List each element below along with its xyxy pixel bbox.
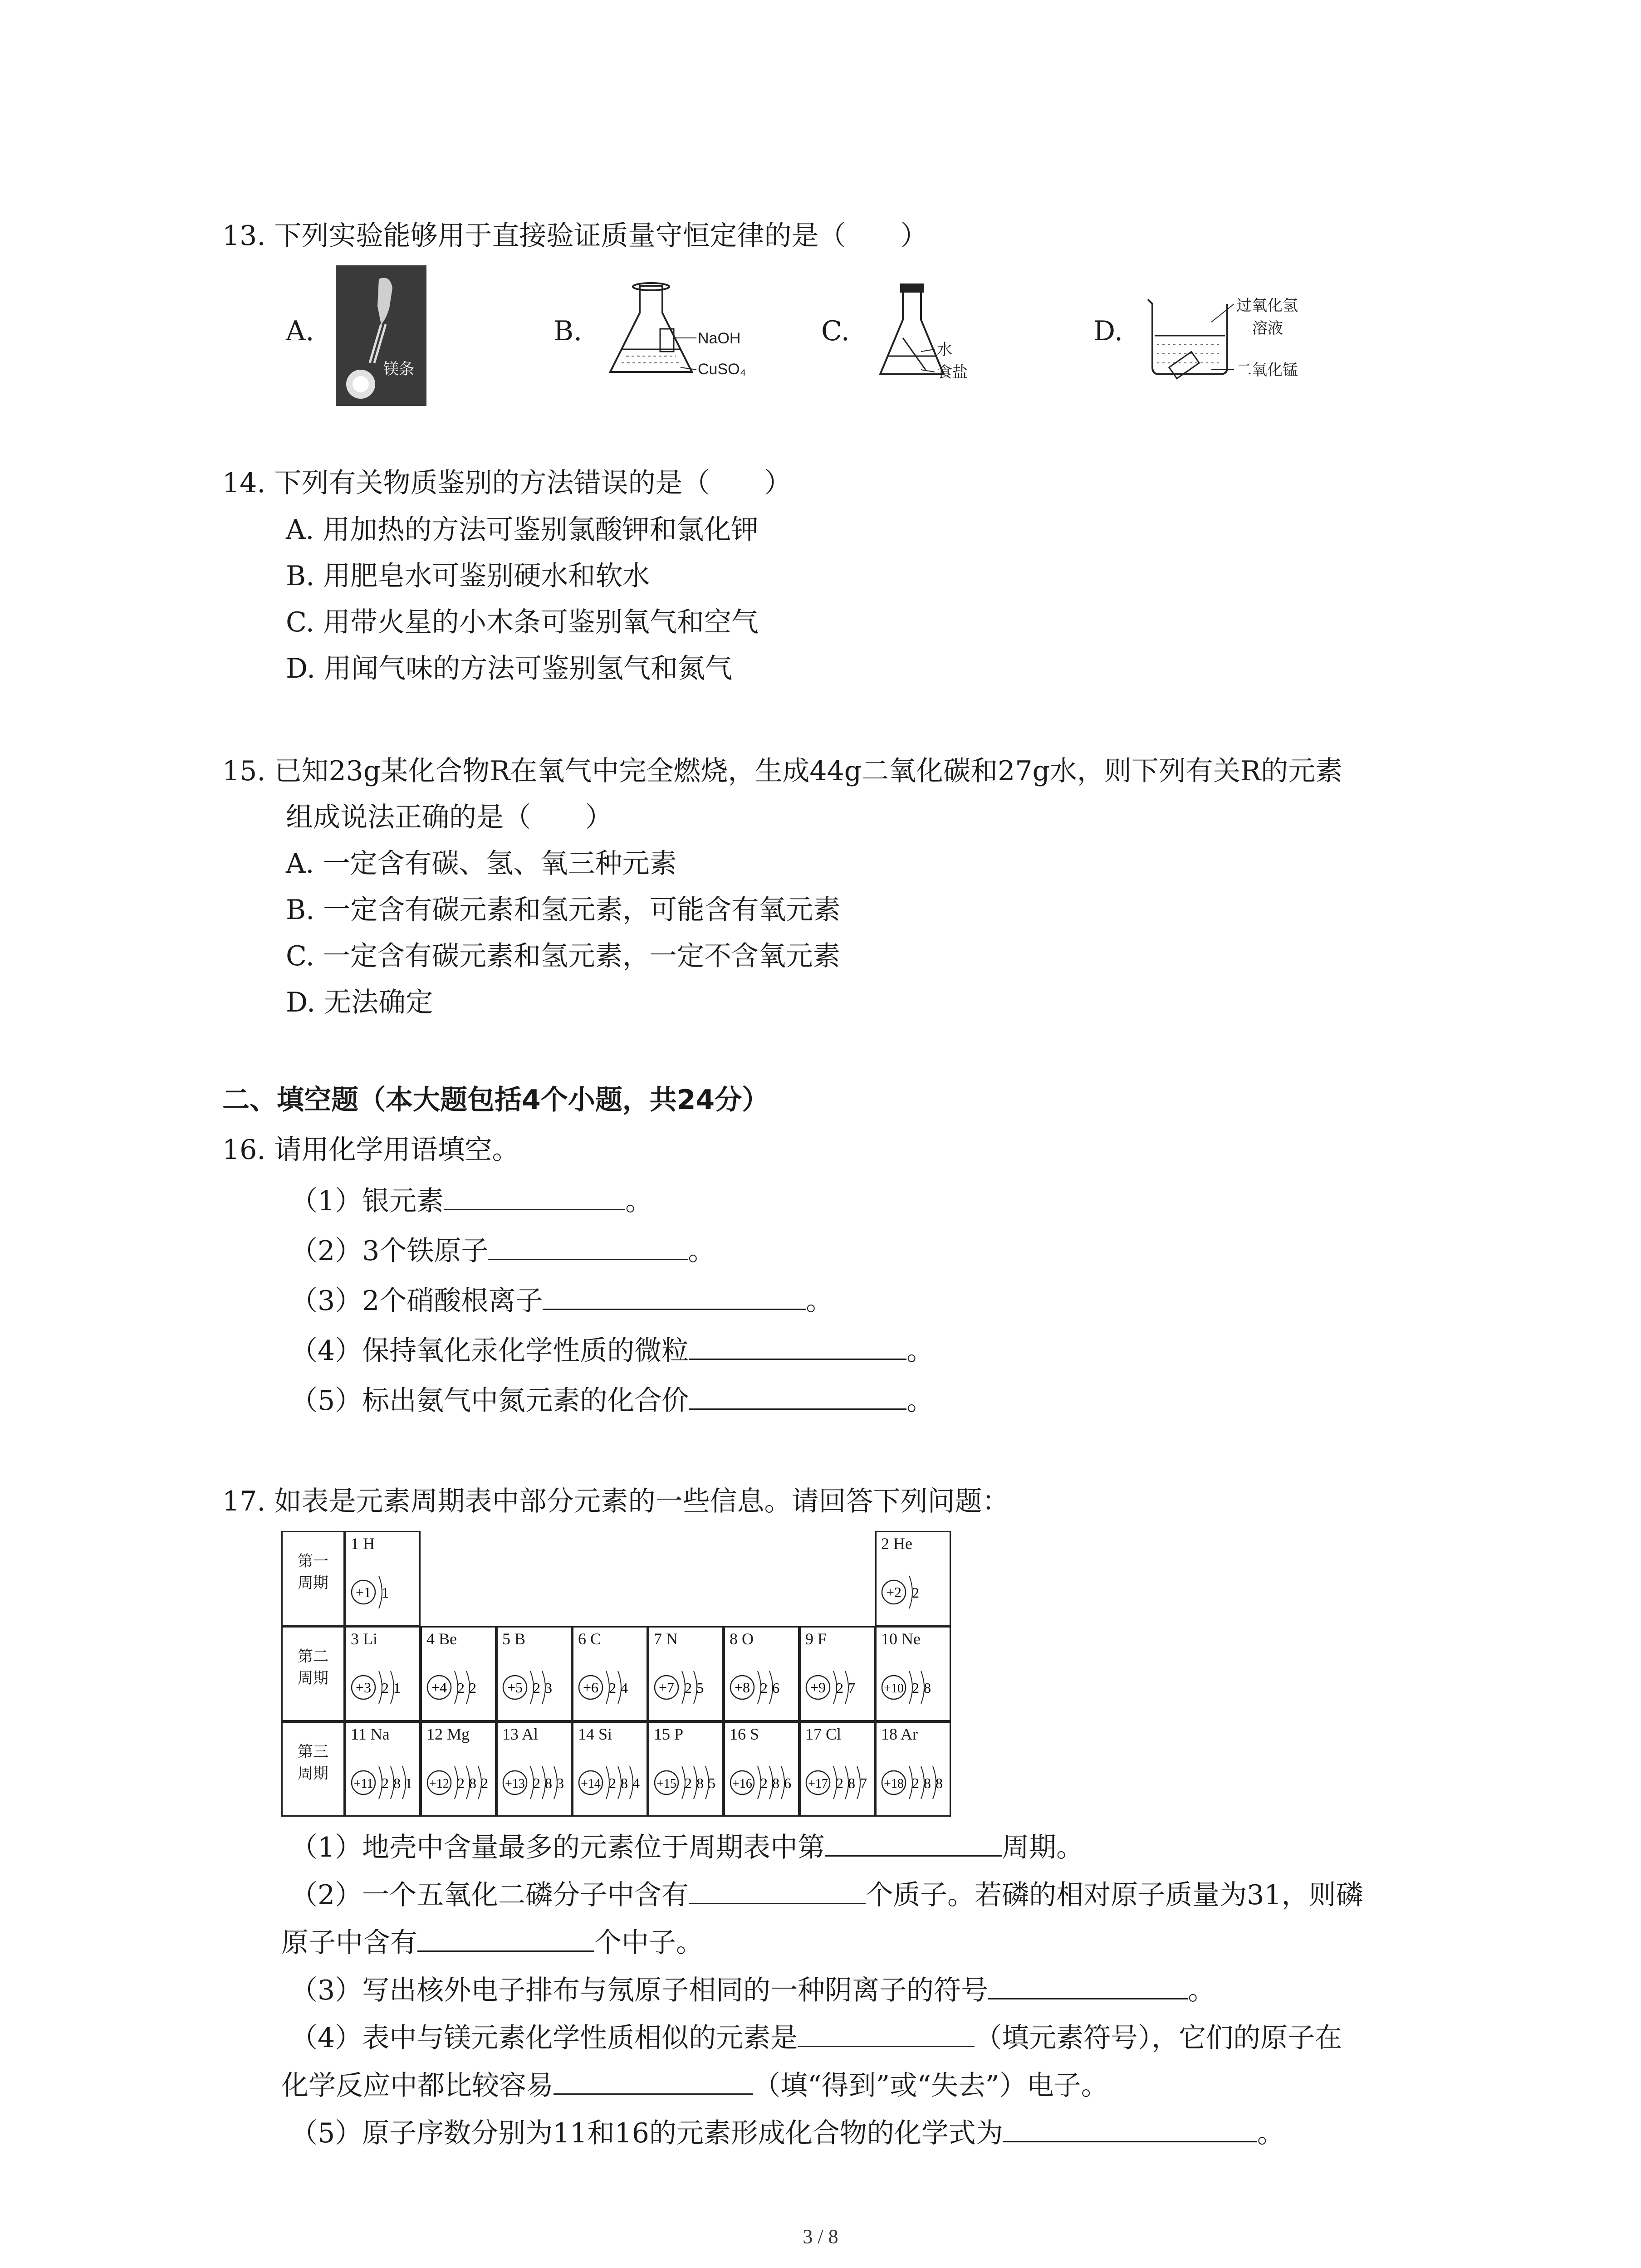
q15-option-a: A. 一定含有碳、氢、氧三种元素 <box>286 848 677 880</box>
atom-structure-diagram <box>346 1566 419 1620</box>
q14-option-c: C. 用带火星的小木条可鉴别氧气和空气 <box>286 606 759 638</box>
period-label: 第三 周期 <box>281 1721 345 1817</box>
q14-stem: 14. 下列有关物质鉴别的方法错误的是（ ） <box>222 467 792 499</box>
answer-blank[interactable] <box>488 1232 688 1260</box>
electron-count: 2 <box>912 1680 919 1696</box>
nucleus-charge: +13 <box>505 1777 525 1791</box>
atom-structure-diagram <box>649 1756 722 1811</box>
nucleus-charge: +6 <box>583 1679 599 1696</box>
q13-d-label-3: 二氧化锰 <box>1236 362 1298 379</box>
electron-count: 5 <box>708 1775 715 1791</box>
answer-blank[interactable] <box>988 1971 1188 1999</box>
electron-count: 8 <box>469 1775 476 1791</box>
element-symbol: 15 P <box>654 1725 684 1743</box>
element-symbol: 2 He <box>881 1535 912 1553</box>
answer-blank[interactable] <box>554 2066 753 2095</box>
q16-item-4: （4）保持氧化汞化学性质的微粒 。 <box>290 1331 934 1369</box>
element-cell-b <box>496 1626 572 1721</box>
flask-naoh-cuso4-figure <box>594 281 758 390</box>
element-cell-n <box>648 1626 724 1721</box>
electron-count: 2 <box>836 1680 843 1696</box>
atom-structure-diagram <box>801 1661 874 1716</box>
q17-sub1: （1）地壳中含量最多的元素位于周期表中第 周期。 <box>290 1828 1083 1866</box>
element-symbol: 1 H <box>351 1535 375 1553</box>
element-symbol: 12 Mg <box>426 1725 470 1743</box>
period-label: 第二 周期 <box>281 1626 345 1721</box>
q16-item-3: （3）2个硝酸根离子 。 <box>290 1281 833 1319</box>
electron-count: 8 <box>848 1775 855 1791</box>
electron-count: 2 <box>685 1680 692 1696</box>
q13-stem: 13. 下列实验能够用于直接验证质量守恒定律的是（ ） <box>222 220 928 252</box>
q13-a-label: 镁条 <box>383 361 414 378</box>
electron-count: 1 <box>382 1584 389 1601</box>
answer-blank[interactable] <box>689 1876 866 1904</box>
nucleus-charge: +16 <box>732 1777 752 1791</box>
q14-option-b: B. 用肥皂水可鉴别硬水和软水 <box>286 560 650 592</box>
q13-c-label-2: 食盐 <box>937 364 968 381</box>
atom-structure-diagram <box>573 1661 647 1716</box>
element-cell-o <box>724 1626 799 1721</box>
q17-sub2-cont: 原子中含有 个中子。 <box>281 1923 703 1961</box>
element-cell-c <box>572 1626 648 1721</box>
electron-count: 2 <box>382 1680 389 1696</box>
atom-structure-diagram <box>573 1756 647 1811</box>
q13-d-label-2: 溶液 <box>1252 320 1283 337</box>
electron-count: 2 <box>912 1584 919 1601</box>
nucleus-charge: +14 <box>581 1777 601 1791</box>
nucleus-charge: +5 <box>507 1679 523 1696</box>
element-symbol: 3 Li <box>351 1630 377 1648</box>
nucleus-charge: +10 <box>884 1681 904 1696</box>
atom-structure-diagram <box>877 1661 950 1716</box>
electron-count: 8 <box>924 1680 931 1696</box>
answer-blank[interactable] <box>417 1923 594 1952</box>
answer-blank[interactable] <box>543 1281 806 1310</box>
electron-count: 8 <box>393 1775 401 1791</box>
q13-d-label-1: 过氧化氢 <box>1236 297 1298 314</box>
nucleus-charge: +3 <box>355 1679 372 1696</box>
atom-structure-diagram <box>877 1756 950 1811</box>
electron-count: 7 <box>860 1775 867 1791</box>
element-cell-ne <box>875 1626 951 1721</box>
answer-blank[interactable] <box>798 2019 975 2047</box>
element-symbol: 6 C <box>578 1630 602 1648</box>
atom-structure-diagram <box>422 1661 495 1716</box>
electron-count: 2 <box>457 1775 465 1791</box>
q17-sub5: （5）原子序数分别为11和16的元素形成化合物的化学式为 。 <box>290 2114 1284 2151</box>
answer-blank[interactable] <box>1003 2114 1257 2142</box>
electron-count: 2 <box>533 1775 540 1791</box>
q14-option-a: A. 用加热的方法可鉴别氯酸钾和氯化钾 <box>286 514 759 546</box>
element-cell-cl <box>799 1721 875 1817</box>
q16-stem: 16. 请用化学用语填空。 <box>222 1134 519 1166</box>
element-cell-al <box>496 1721 572 1817</box>
q15-option-c: C. 一定含有碳元素和氢元素，一定不含氧元素 <box>286 940 840 972</box>
electron-count: 3 <box>545 1680 552 1696</box>
element-symbol: 9 F <box>805 1630 827 1648</box>
answer-blank[interactable] <box>825 1828 1002 1857</box>
q17-sub2: （2）一个五氧化二磷分子中含有 个质子。若磷的相对原子质量为31，则磷 <box>290 1876 1363 1913</box>
answer-blank[interactable] <box>444 1182 625 1210</box>
element-symbol: 11 Na <box>351 1725 390 1743</box>
page-number: 3 / 8 <box>803 2225 838 2248</box>
nucleus-charge: +12 <box>429 1777 449 1791</box>
q13-option-d-letter: D. <box>1093 315 1123 347</box>
element-cell-h <box>345 1531 421 1626</box>
nucleus-charge: +11 <box>353 1777 373 1791</box>
electron-count: 4 <box>632 1775 640 1791</box>
q15-stem-line2: 组成说法正确的是（ ） <box>286 802 612 833</box>
atom-structure-diagram <box>877 1566 950 1620</box>
nucleus-charge: +4 <box>431 1679 447 1696</box>
atom-structure-diagram <box>498 1756 571 1811</box>
element-cell-ar <box>875 1721 951 1817</box>
q13-b-label-2: CuSO₄ <box>698 361 746 378</box>
element-symbol: 18 Ar <box>881 1725 918 1743</box>
electron-count: 8 <box>924 1775 931 1791</box>
q13-b-label-1: NaOH <box>698 330 741 347</box>
nucleus-charge: +2 <box>886 1584 902 1600</box>
q13-option-b-letter: B. <box>554 315 583 347</box>
nucleus-charge: +17 <box>808 1777 828 1791</box>
electron-count: 1 <box>405 1775 412 1791</box>
atom-structure-diagram <box>725 1756 798 1811</box>
beaker-peroxide-figure <box>1143 286 1334 386</box>
flask-water-salt-figure <box>871 284 1016 388</box>
q13-c-label-1: 水 <box>937 341 952 358</box>
element-symbol: 14 Si <box>578 1725 612 1743</box>
element-symbol: 7 N <box>654 1630 678 1648</box>
electron-count: 3 <box>557 1775 564 1791</box>
atom-structure-diagram <box>801 1756 874 1811</box>
element-cell-mg <box>421 1721 496 1817</box>
electron-count: 2 <box>533 1680 540 1696</box>
electron-count: 6 <box>784 1775 791 1791</box>
nucleus-charge: +7 <box>658 1679 675 1696</box>
element-cell-si <box>572 1721 648 1817</box>
q15-stem-line1: 15. 已知23g某化合物R在氧气中完全燃烧，生成44g二氧化碳和27g水，则下列有关R的元素 <box>222 755 1343 787</box>
period-label: 第一 周期 <box>281 1531 345 1626</box>
q17-sub3: （3）写出核外电子排布与氖原子相同的一种阴离子的符号 。 <box>290 1971 1215 2009</box>
nucleus-charge: +8 <box>734 1679 750 1696</box>
q16-item-2: （2）3个铁原子 。 <box>290 1232 715 1269</box>
q17-stem: 17. 如表是元素周期表中部分元素的一些信息。请回答下列问题： <box>222 1486 1009 1517</box>
q13-option-c-letter: C. <box>821 315 850 347</box>
nucleus-charge: +15 <box>656 1777 676 1791</box>
electron-count: 2 <box>457 1680 465 1696</box>
section-heading: 二、填空题（本大题包括4个小题，共24分） <box>222 1084 769 1116</box>
electron-count: 2 <box>382 1775 389 1791</box>
q17-sub4: （4）表中与镁元素化学性质相似的元素是 （填元素符号），它们的原子在 <box>290 2019 1342 2056</box>
element-symbol: 10 Ne <box>881 1630 921 1648</box>
nucleus-charge: +18 <box>884 1777 904 1791</box>
electron-count: 7 <box>848 1680 855 1696</box>
electron-count: 8 <box>772 1775 779 1791</box>
electron-count: 8 <box>936 1775 943 1791</box>
electron-count: 8 <box>545 1775 552 1791</box>
element-symbol: 17 Cl <box>805 1725 842 1743</box>
electron-count: 2 <box>609 1775 616 1791</box>
q13-option-a-letter: A. <box>286 315 314 347</box>
element-cell-he <box>875 1531 951 1626</box>
electron-count: 2 <box>760 1775 768 1791</box>
periodic-table <box>281 1531 953 1817</box>
answer-blank[interactable] <box>689 1381 906 1410</box>
q17-sub4-cont: 化学反应中都比较容易 （填“得到”或“失去”）电子。 <box>281 2066 1108 2104</box>
electron-count: 2 <box>685 1775 692 1791</box>
atom-structure-diagram <box>346 1661 419 1716</box>
electron-count: 2 <box>609 1680 616 1696</box>
q16-item-1: （1）银元素 。 <box>290 1182 652 1219</box>
element-symbol: 4 Be <box>426 1630 457 1648</box>
electron-count: 2 <box>469 1680 476 1696</box>
magnesium-burning-figure <box>336 265 426 406</box>
answer-blank[interactable] <box>689 1331 906 1360</box>
q14-option-d: D. 用闻气味的方法可鉴别氢气和氮气 <box>286 653 733 684</box>
electron-count: 1 <box>393 1680 401 1696</box>
element-cell-f <box>799 1626 875 1721</box>
element-cell-na <box>345 1721 421 1817</box>
electron-count: 2 <box>481 1775 488 1791</box>
atom-structure-diagram <box>422 1756 495 1811</box>
element-symbol: 8 O <box>730 1630 754 1648</box>
q15-option-d: D. 无法确定 <box>286 987 433 1018</box>
electron-count: 4 <box>621 1680 628 1696</box>
atom-structure-diagram <box>725 1661 798 1716</box>
atom-structure-diagram <box>498 1661 571 1716</box>
electron-count: 2 <box>836 1775 843 1791</box>
electron-count: 8 <box>696 1775 704 1791</box>
electron-count: 8 <box>621 1775 628 1791</box>
q16-item-5: （5）标出氨气中氮元素的化合价 。 <box>290 1381 934 1419</box>
atom-structure-diagram <box>346 1756 419 1811</box>
element-symbol: 16 S <box>730 1725 759 1743</box>
element-cell-s <box>724 1721 799 1817</box>
nucleus-charge: +9 <box>810 1679 826 1696</box>
element-symbol: 5 B <box>502 1630 526 1648</box>
element-cell-p <box>648 1721 724 1817</box>
element-cell-be <box>421 1626 496 1721</box>
element-symbol: 13 Al <box>502 1725 539 1743</box>
atom-structure-diagram <box>649 1661 722 1716</box>
nucleus-charge: +1 <box>355 1584 372 1600</box>
element-cell-li <box>345 1626 421 1721</box>
electron-count: 6 <box>772 1680 779 1696</box>
electron-count: 5 <box>696 1680 704 1696</box>
electron-count: 2 <box>912 1775 919 1791</box>
electron-count: 2 <box>760 1680 768 1696</box>
q15-option-b: B. 一定含有碳元素和氢元素，可能含有氧元素 <box>286 894 841 926</box>
